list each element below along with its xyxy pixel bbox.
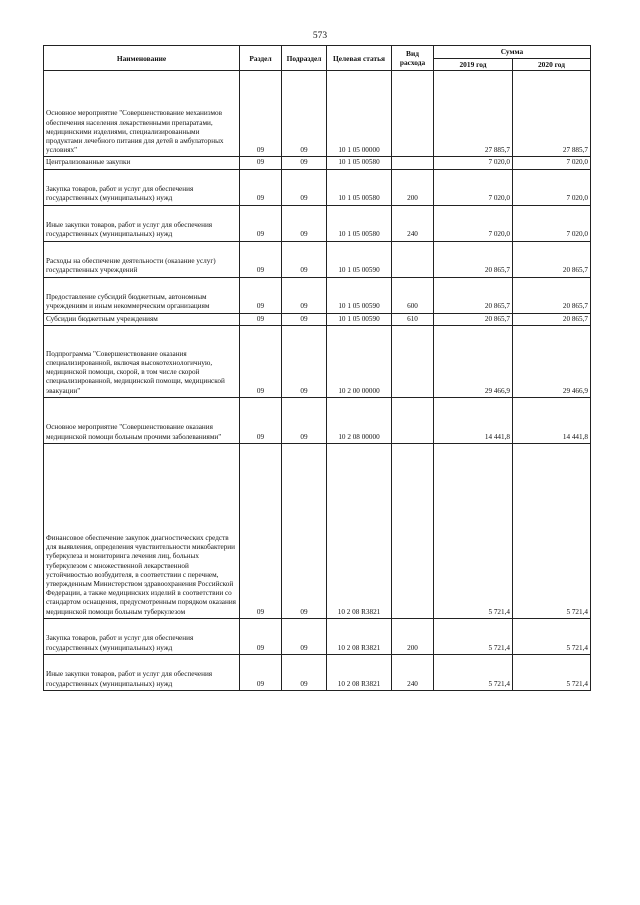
table-row (44, 157, 591, 169)
row-subsection: 09 (282, 169, 327, 205)
table-header (44, 46, 591, 71)
row-section: 09 (240, 313, 282, 325)
row-section: 09 (240, 618, 282, 654)
row-section: 09 (240, 71, 282, 157)
row-target: 10 1 05 00580 (327, 169, 392, 205)
row-expense: 240 (392, 205, 434, 241)
row-2019: 20 865,7 (434, 277, 513, 313)
table-row (44, 654, 591, 690)
row-subsection: 09 (282, 654, 327, 690)
row-2019: 7 020,0 (434, 157, 513, 169)
row-section: 09 (240, 169, 282, 205)
row-2019: 14 441,8 (434, 397, 513, 443)
header-expense: Вид расхода (392, 46, 434, 71)
header-section: Раздел (240, 46, 282, 71)
table-row (44, 313, 591, 325)
row-subsection: 09 (282, 71, 327, 157)
row-subsection: 09 (282, 277, 327, 313)
row-2020: 20 865,7 (513, 313, 591, 325)
row-section: 09 (240, 325, 282, 397)
row-2019: 29 466,9 (434, 325, 513, 397)
row-expense (392, 157, 434, 169)
header-sum: Сумма (434, 46, 591, 59)
row-subsection: 09 (282, 313, 327, 325)
row-target: 10 1 05 00580 (327, 205, 392, 241)
row-expense (392, 241, 434, 277)
row-name: Закупка товаров, работ и услуг для обеспечения государственных (муниципальных) нужд (44, 618, 240, 654)
row-subsection: 09 (282, 157, 327, 169)
header-subsection: Подраздел (282, 46, 327, 71)
table-row (44, 205, 591, 241)
table-row (44, 397, 591, 443)
row-name: Субсидии бюджетным учреждениям (44, 313, 240, 325)
table-row (44, 277, 591, 313)
row-2019: 20 865,7 (434, 313, 513, 325)
row-name: Иные закупки товаров, работ и услуг для обеспечения государственных (муниципальных) нужд (44, 205, 240, 241)
table-row (44, 325, 591, 397)
row-2019: 20 865,7 (434, 241, 513, 277)
row-section: 09 (240, 205, 282, 241)
row-target: 10 2 00 00000 (327, 325, 392, 397)
row-2019: 5 721,4 (434, 618, 513, 654)
row-name: Централизованные закупки (44, 157, 240, 169)
row-2020: 7 020,0 (513, 157, 591, 169)
row-2020: 29 466,9 (513, 325, 591, 397)
row-subsection: 09 (282, 618, 327, 654)
row-name: Финансовое обеспечение закупок диагностических средств для выявления, определения чувствительности микобактерии туберкулеза и мониторинга лечения лиц, больных туберкулезом с множественной лекарственной устойчивостью возбудителя, в соответствии с перечнем, утвержденным Министерством здравоохранения Российской Федерации, а также медицинских изделий в соответствии со стандартом оснащения, предусмотренным порядком оказания медицинской помощи больным туберкулезом (44, 443, 240, 618)
row-section: 09 (240, 157, 282, 169)
budget-table (43, 45, 591, 691)
row-2019: 7 020,0 (434, 205, 513, 241)
row-subsection: 09 (282, 325, 327, 397)
row-target: 10 1 05 00590 (327, 277, 392, 313)
row-2020: 5 721,4 (513, 654, 591, 690)
row-expense (392, 71, 434, 157)
row-2019: 7 020,0 (434, 169, 513, 205)
row-section: 09 (240, 654, 282, 690)
row-target: 10 2 08 R3821 (327, 443, 392, 618)
row-subsection: 09 (282, 443, 327, 618)
row-subsection: 09 (282, 205, 327, 241)
row-subsection: 09 (282, 397, 327, 443)
row-expense: 200 (392, 618, 434, 654)
row-target: 10 1 05 00590 (327, 241, 392, 277)
table-row (44, 443, 591, 618)
row-2020: 5 721,4 (513, 618, 591, 654)
row-section: 09 (240, 397, 282, 443)
row-name: Иные закупки товаров, работ и услуг для обеспечения государственных (муниципальных) нужд (44, 654, 240, 690)
row-name: Основное мероприятие "Совершенствование механизмов обеспечения населения лекарственными препаратами, медицинскими изделиями, специализированными продуктами лечебного питания для детей в амбулаторных условиях" (44, 71, 240, 157)
row-2019: 5 721,4 (434, 654, 513, 690)
table-row (44, 618, 591, 654)
row-2019: 27 885,7 (434, 71, 513, 157)
header-year-2019: 2019 год (434, 59, 513, 71)
row-expense: 240 (392, 654, 434, 690)
row-target: 10 1 05 00580 (327, 157, 392, 169)
row-name: Закупка товаров, работ и услуг для обеспечения государственных (муниципальных) нужд (44, 169, 240, 205)
table-row (44, 169, 591, 205)
table-row (44, 71, 591, 157)
row-2020: 5 721,4 (513, 443, 591, 618)
header-year-2020: 2020 год (513, 59, 591, 71)
row-2019: 5 721,4 (434, 443, 513, 618)
row-expense: 600 (392, 277, 434, 313)
row-expense (392, 325, 434, 397)
row-expense (392, 443, 434, 618)
row-target: 10 2 08 00000 (327, 397, 392, 443)
row-name: Предоставление субсидий бюджетным, автономным учреждениям и иным некоммерческим организациям (44, 277, 240, 313)
header-name: Наименование (44, 46, 240, 71)
row-expense: 200 (392, 169, 434, 205)
row-2020: 20 865,7 (513, 277, 591, 313)
row-section: 09 (240, 277, 282, 313)
row-name: Подпрограмма "Совершенствование оказания специализированной, включая высокотехнологичную, медицинской помощи, скорой, в том числе скорой специализированной, медицинской помощи, медицинской эвакуации" (44, 325, 240, 397)
row-target: 10 2 08 R3821 (327, 654, 392, 690)
row-target: 10 1 05 00590 (327, 313, 392, 325)
row-expense (392, 397, 434, 443)
row-target: 10 1 05 00000 (327, 71, 392, 157)
row-section: 09 (240, 241, 282, 277)
row-2020: 20 865,7 (513, 241, 591, 277)
row-name: Расходы на обеспечение деятельности (оказание услуг) государственных учреждений (44, 241, 240, 277)
row-2020: 27 885,7 (513, 71, 591, 157)
row-expense: 610 (392, 313, 434, 325)
row-name: Основное мероприятие "Совершенствование оказания медицинской помощи больным прочими заболеваниями" (44, 397, 240, 443)
row-section: 09 (240, 443, 282, 618)
table-row (44, 241, 591, 277)
page-number: 573 (312, 31, 328, 41)
row-2020: 7 020,0 (513, 205, 591, 241)
row-target: 10 2 08 R3821 (327, 618, 392, 654)
header-target: Целевая статья (327, 46, 392, 71)
row-2020: 14 441,8 (513, 397, 591, 443)
row-subsection: 09 (282, 241, 327, 277)
row-2020: 7 020,0 (513, 169, 591, 205)
